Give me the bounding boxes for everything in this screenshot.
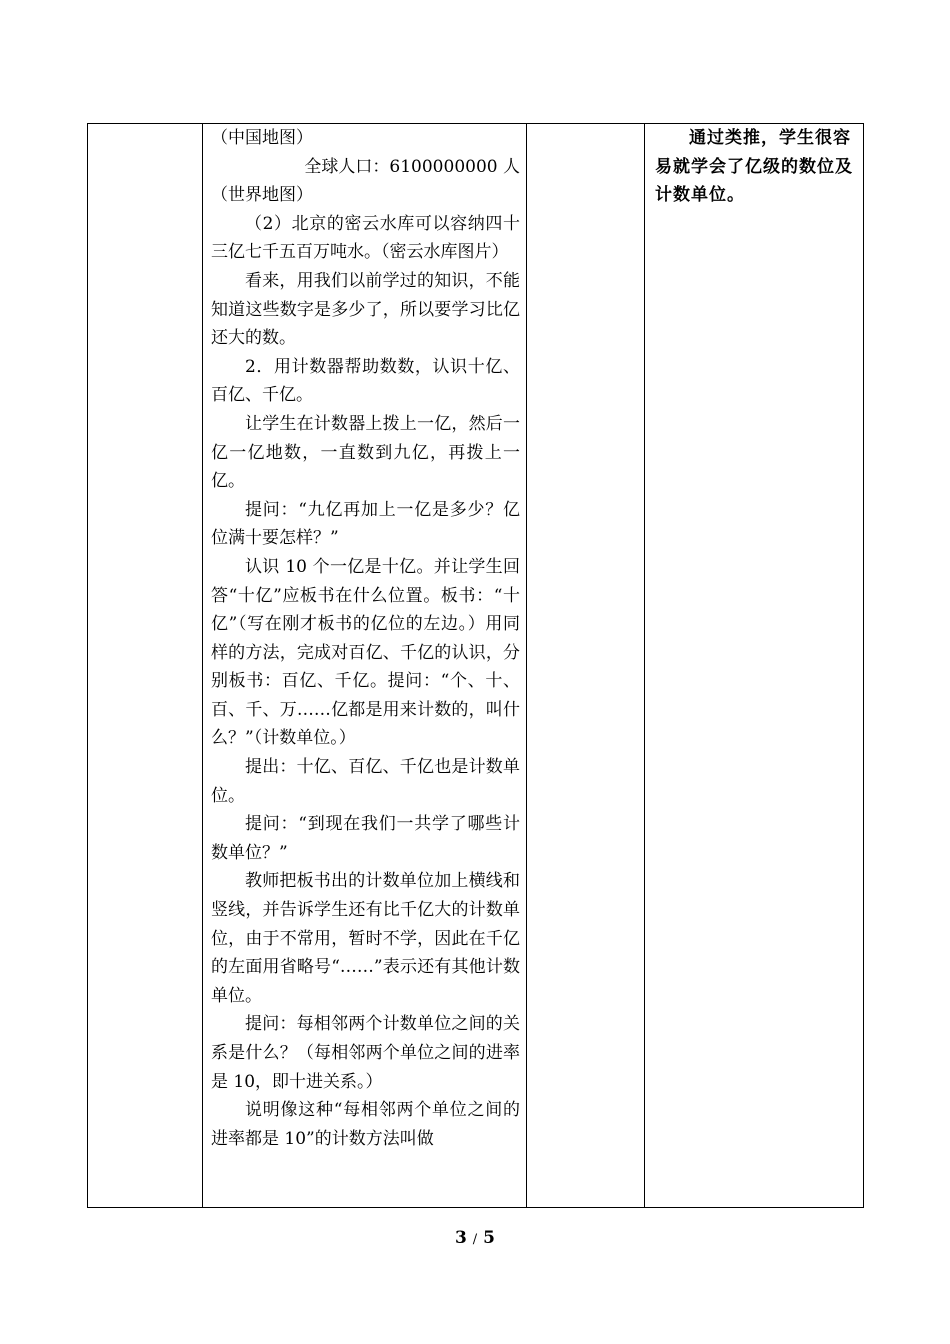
content-paragraph: 教师把板书出的计数单位加上横线和竖线，并告诉学生还有比千亿大的计数单位，由于不常用，暂时不学，因此在千亿的左面用省略号“……”表示还有其他计数单位。 <box>211 871 520 1006</box>
content-paragraph: （2）北京的密云水库可以容纳四十三亿七千五百万吨水。（密云水库图片） <box>211 213 520 263</box>
page-number <box>0 1228 950 1248</box>
content-paragraph: 提问：“到现在我们一共学了哪些计数单位？” <box>211 814 520 863</box>
content-paragraph: 说明像这种“每相邻两个单位之间的进率都是 10”的计数方法叫做 <box>211 1100 520 1149</box>
page-total: 5 <box>483 1228 495 1248</box>
table-cell-student-activity <box>527 124 645 1208</box>
table-cell-stage <box>88 124 203 1208</box>
design-intent-note <box>645 124 863 210</box>
content-line: 全球人口：6100000000 人 <box>304 156 520 177</box>
page-current: 3 <box>455 1228 467 1248</box>
content-paragraph: 提问：每相邻两个计数单位之间的关系是什么？（每相邻两个单位之间的进率是 10，即十进关系。） <box>211 1014 520 1092</box>
content-line: （中国地图） <box>211 128 313 148</box>
content-paragraph: 2．用计数器帮助数数，认识十亿、百亿、千亿。 <box>211 356 520 406</box>
content-paragraph: 提问：“九亿再加上一亿是多少？亿位满十要怎样？” <box>211 499 520 549</box>
table-row <box>88 124 864 1208</box>
lesson-plan-table <box>87 123 864 1208</box>
table-cell-content <box>203 124 527 1208</box>
teaching-content <box>203 124 526 1153</box>
design-intent-text: 通过类推，学生很容易就学会了亿级的数位及计数单位。 <box>655 128 853 206</box>
content-paragraph: 提出：十亿、百亿、千亿也是计数单位。 <box>211 757 520 806</box>
content-paragraph: 看来，用我们以前学过的知识，不能知道这些数字是多少了，所以要学习比亿还大的数。 <box>211 270 520 349</box>
content-paragraph: 认识 10 个一亿是十亿。并让学生回答“十亿”应板书在什么位置。板书：“十亿”（写在刚才板书的亿位的左边。）用同样的方法，完成对百亿、千亿的认识，分别板书：百亿、千亿。提问：“个、十、百、千、万……亿都是用来计数的，叫什么？”（计数单位。） <box>211 556 520 749</box>
table-cell-design-intent <box>645 124 864 1208</box>
page-separator: / <box>472 1232 478 1247</box>
content-paragraph: 让学生在计数器上拨上一亿，然后一亿一亿地数，一直数到九亿，再拨上一亿。 <box>211 413 520 492</box>
content-line: （世界地图） <box>211 185 313 206</box>
